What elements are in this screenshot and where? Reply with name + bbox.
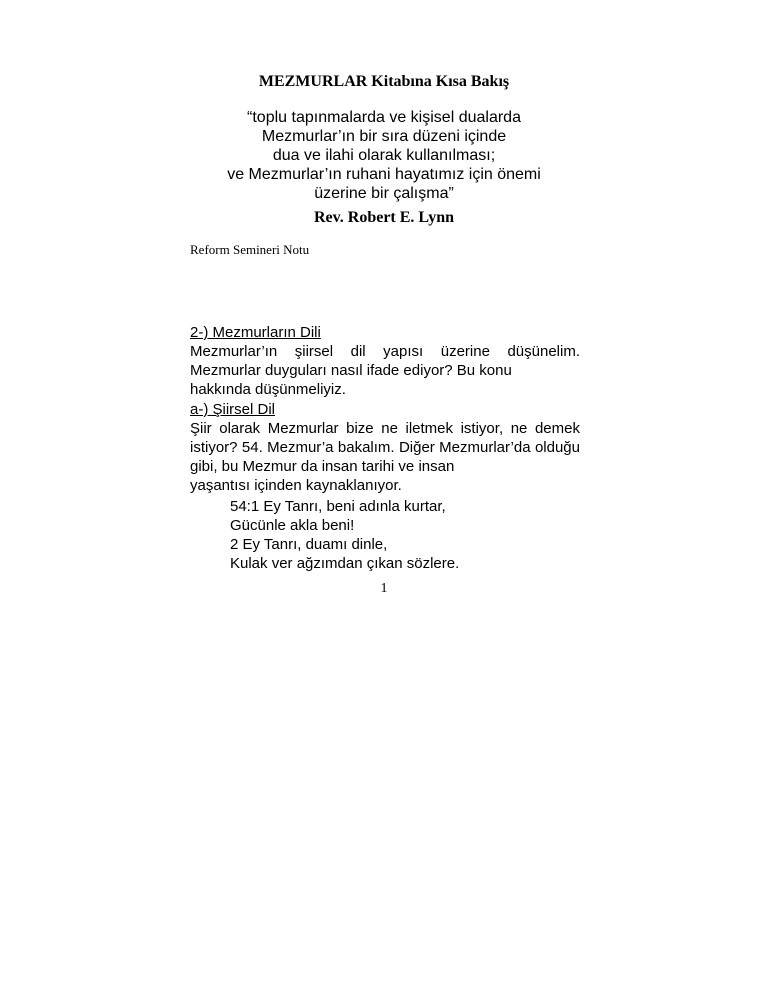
subtitle-line: Mezmurlar’ın bir sıra düzeni içinde (261, 128, 507, 145)
subtitle-line: üzerine bir çalışma” (314, 185, 454, 202)
section-language (190, 323, 580, 399)
paragraph-text: Mezmurlar’ın şiirsel dil yapısı üzerine düşünelim. Mezmurlar duyguları nasıl ifade ediyor? Bu konu (190, 343, 580, 379)
verse-line: Gücünle akla beni! (230, 517, 355, 534)
section-paragraph (190, 342, 580, 399)
paragraph-last-line: hakkında düşünmeliyiz. (190, 381, 346, 398)
verse-line: Kulak ver ağzımdan çıkan sözlere. (230, 555, 460, 572)
page-number: 1 (380, 581, 388, 596)
section-paragraph (190, 419, 580, 495)
document-subtitle (0, 108, 768, 203)
paragraph-text: Şiir olarak Mezmurlar bize ne iletmek istiyor, ne demek istiyor? 54. Mezmur’a bakalım. Diğer Mezmurlar’da olduğu gibi, bu Mezmur da insan tarihi ve insan (190, 420, 580, 475)
verse-line: 2 Ey Tanrı, duamı dinle, (230, 536, 388, 553)
section-heading: a-) Şiirsel Dil (190, 401, 276, 418)
subtitle-line: ve Mezmurlar’ın ruhani hayatımız için önemi (227, 166, 541, 183)
document-title: MEZMURLAR Kitabına Kısa Bakış (258, 73, 510, 90)
paragraph-last-line: yaşantısı içinden kaynaklanıyor. (190, 477, 402, 494)
document-author: Rev. Robert E. Lynn (313, 209, 454, 226)
verse-line: 54:1 Ey Tanrı, beni adınla kurtar, (230, 498, 446, 515)
section-poetic-language (190, 400, 580, 495)
psalm-verse-block (230, 497, 459, 573)
source-note: Reform Semineri Notu (190, 242, 310, 257)
subtitle-line: dua ve ilahi olarak kullanılması; (272, 147, 496, 164)
subtitle-line: “toplu tapınmalarda ve kişisel dualarda (247, 109, 521, 126)
section-heading: 2-) Mezmurların Dili (190, 324, 321, 341)
